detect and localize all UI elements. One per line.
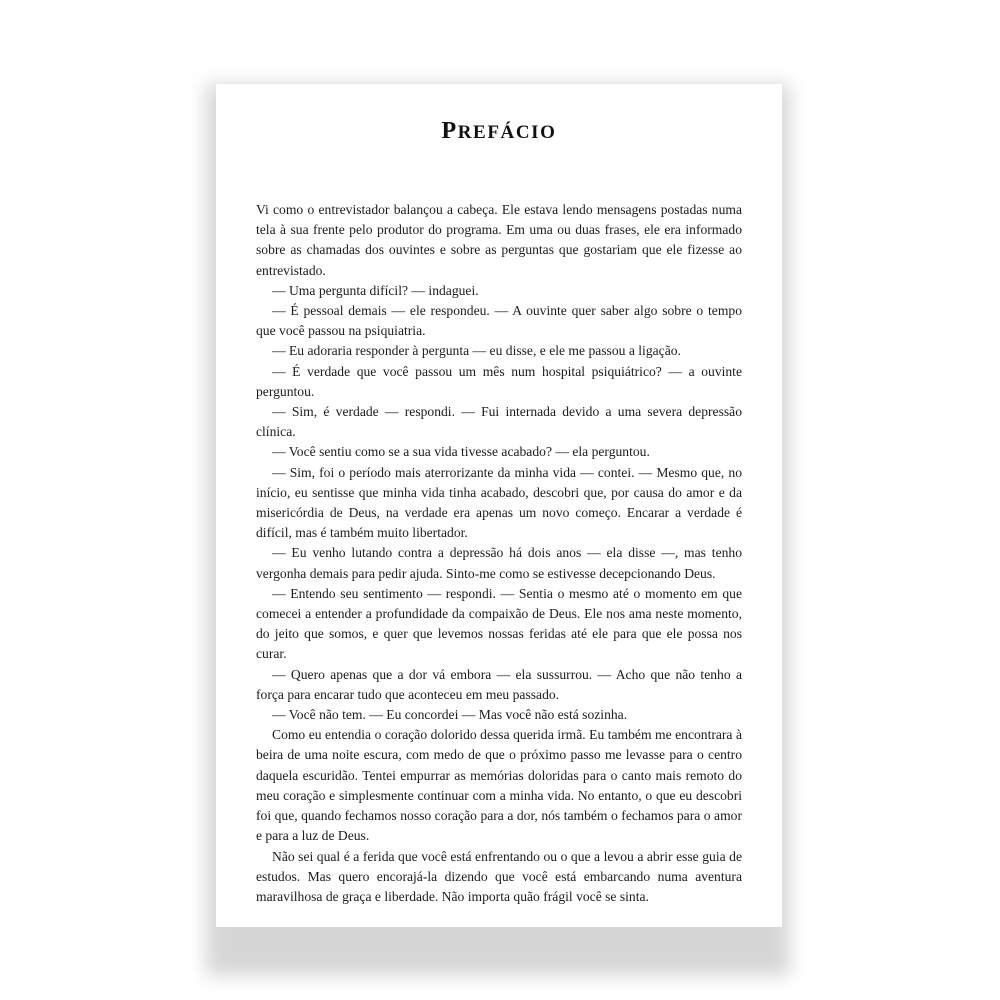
- paragraph: — Eu adoraria responder à pergunta — eu disse, e ele me passou a ligação.: [272, 343, 681, 359]
- paragraph: — Eu venho lutando contra a depressão há dois anos — ela disse —, mas tenho vergonha demais para pedir ajuda. Sinto-me como se estivesse decepcionando Deus.: [256, 545, 742, 581]
- paragraph: — Sim, foi o período mais aterrorizante da minha vida — contei. — Mesmo que, no início, eu sentisse que minha vida tinha acabado, descobri que, por causa do amor e da misericórdia de Deus, na verdade era apenas um novo começo. Encarar a verdade é difícil, mas é também muito libertador.: [256, 464, 742, 541]
- paragraph: — Uma pergunta difícil? — indaguei.: [272, 282, 479, 298]
- paragraph: Vi como o entrevistador balançou a cabeça. Ele estava lendo mensagens postadas numa tela à sua frente pelo produtor do programa. Em uma ou duas frases, ele era informado sobre as chamadas dos ouvintes e sobre as perguntas que gostariam que ele fizesse ao entrevistado.: [256, 202, 742, 278]
- paragraph: — Você não tem. — Eu concordei — Mas você não está sozinha.: [272, 707, 628, 723]
- paragraph: — É pessoal demais — ele respondeu. — A ouvinte quer saber algo sobre o tempo que você passou na psiquiatria.: [256, 303, 742, 339]
- body-text: [256, 200, 742, 907]
- paragraph: — Quero apenas que a dor vá embora — ela sussurrou. — Acho que não tenho a força para encarar tudo que aconteceu em meu passado.: [256, 666, 742, 702]
- page-title: [256, 114, 742, 148]
- title-rest: REFÁCIO: [457, 122, 557, 143]
- paragraph: Não sei qual é a ferida que você está enfrentando ou o que a levou a abrir esse guia de estudos. Mas quero encorajá-la dizendo que você está embarcando numa aventura maravilhosa de graça e liberdade. Não importa quão frágil você se sinta.: [256, 848, 742, 904]
- paragraph: — Entendo seu sentimento — respondi. — Sentia o mesmo até o momento em que comecei a entender a profundidade da compaixão de Deus. Ele nos ama neste momento, do jeito que somos, e quer que levemos nossas feridas até ele para que ele possa nos curar.: [256, 585, 742, 662]
- paragraph: Como eu entendia o coração dolorido dessa querida irmã. Eu também me encontrara à beira de uma noite escura, com medo de que o próximo passo me levasse para o centro daquela escuridão. Tentei empurrar as memórias doloridas para o canto mais remoto do meu coração e simplesmente continuar com a minha vida. No entanto, o que eu descobri foi que, quando fechamos nosso coração para a dor, nós também o fechamos para o amor e para a luz de Deus.: [256, 727, 742, 844]
- paragraph: — Sim, é verdade — respondi. — Fui internada devido a uma severa depressão clínica.: [256, 404, 742, 440]
- paragraph: — Você sentiu como se a sua vida tivesse acabado? — ela perguntou.: [272, 444, 650, 460]
- paragraph: — É verdade que você passou um mês num hospital psiquiátrico? — a ouvinte perguntou.: [256, 363, 742, 399]
- title-initial: P: [441, 118, 458, 144]
- book-page: [216, 84, 782, 927]
